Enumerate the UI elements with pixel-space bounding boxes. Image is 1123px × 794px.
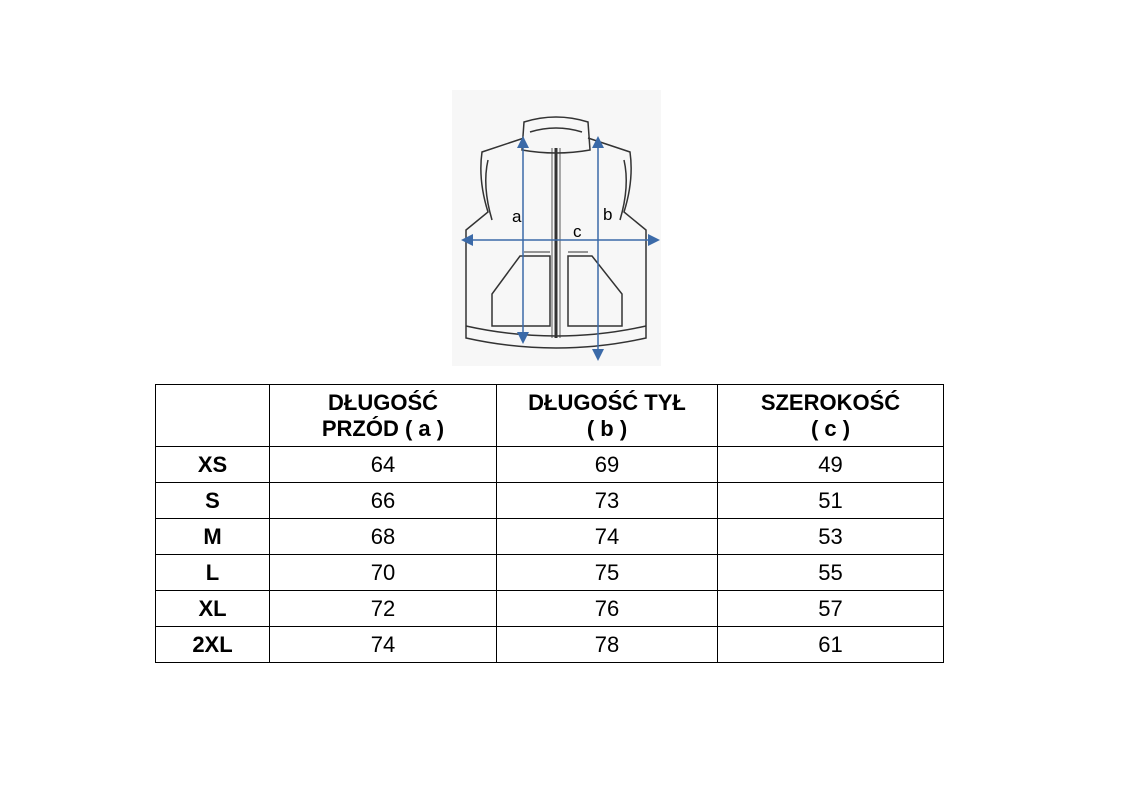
back-length-cell: 74 (497, 519, 718, 555)
header-cell-empty (156, 385, 270, 447)
table-row (156, 519, 944, 555)
size-cell: M (156, 519, 270, 555)
width-cell: 55 (718, 555, 944, 591)
header-back-length (497, 385, 718, 447)
width-cell: 61 (718, 627, 944, 663)
table-row (156, 591, 944, 627)
header-line: ( b ) (586, 415, 628, 441)
header-line: SZEROKOŚĆ (760, 389, 901, 415)
back-length-cell: 78 (497, 627, 718, 663)
header-width (718, 385, 944, 447)
front-length-cell: 74 (270, 627, 497, 663)
header-line: ( c ) (810, 415, 851, 441)
size-cell: XS (156, 447, 270, 483)
width-cell: 53 (718, 519, 944, 555)
size-cell: XL (156, 591, 270, 627)
back-length-cell: 73 (497, 483, 718, 519)
front-length-cell: 70 (270, 555, 497, 591)
front-length-cell: 66 (270, 483, 497, 519)
table-row (156, 555, 944, 591)
size-cell: L (156, 555, 270, 591)
label-a: a (512, 207, 522, 226)
vest-diagram (452, 90, 661, 366)
size-cell: S (156, 483, 270, 519)
header-front-length (270, 385, 497, 447)
header-row (156, 385, 944, 447)
label-b: b (603, 205, 613, 224)
front-length-cell: 72 (270, 591, 497, 627)
header-line: DŁUGOŚĆ (328, 389, 438, 415)
size-cell: 2XL (156, 627, 270, 663)
back-length-cell: 76 (497, 591, 718, 627)
header-line: DŁUGOŚĆ TYŁ (528, 389, 686, 415)
vest-outline (466, 117, 646, 348)
front-length-cell: 68 (270, 519, 497, 555)
table-row (156, 627, 944, 663)
table-row (156, 483, 944, 519)
header-line: PRZÓD ( a ) (321, 415, 445, 441)
front-length-cell: 64 (270, 447, 497, 483)
width-cell: 49 (718, 447, 944, 483)
label-c: c (573, 222, 582, 241)
back-length-cell: 75 (497, 555, 718, 591)
width-cell: 51 (718, 483, 944, 519)
size-table (155, 384, 944, 663)
back-length-cell: 69 (497, 447, 718, 483)
table-row (156, 447, 944, 483)
vest-drawing (452, 90, 661, 366)
width-cell: 57 (718, 591, 944, 627)
